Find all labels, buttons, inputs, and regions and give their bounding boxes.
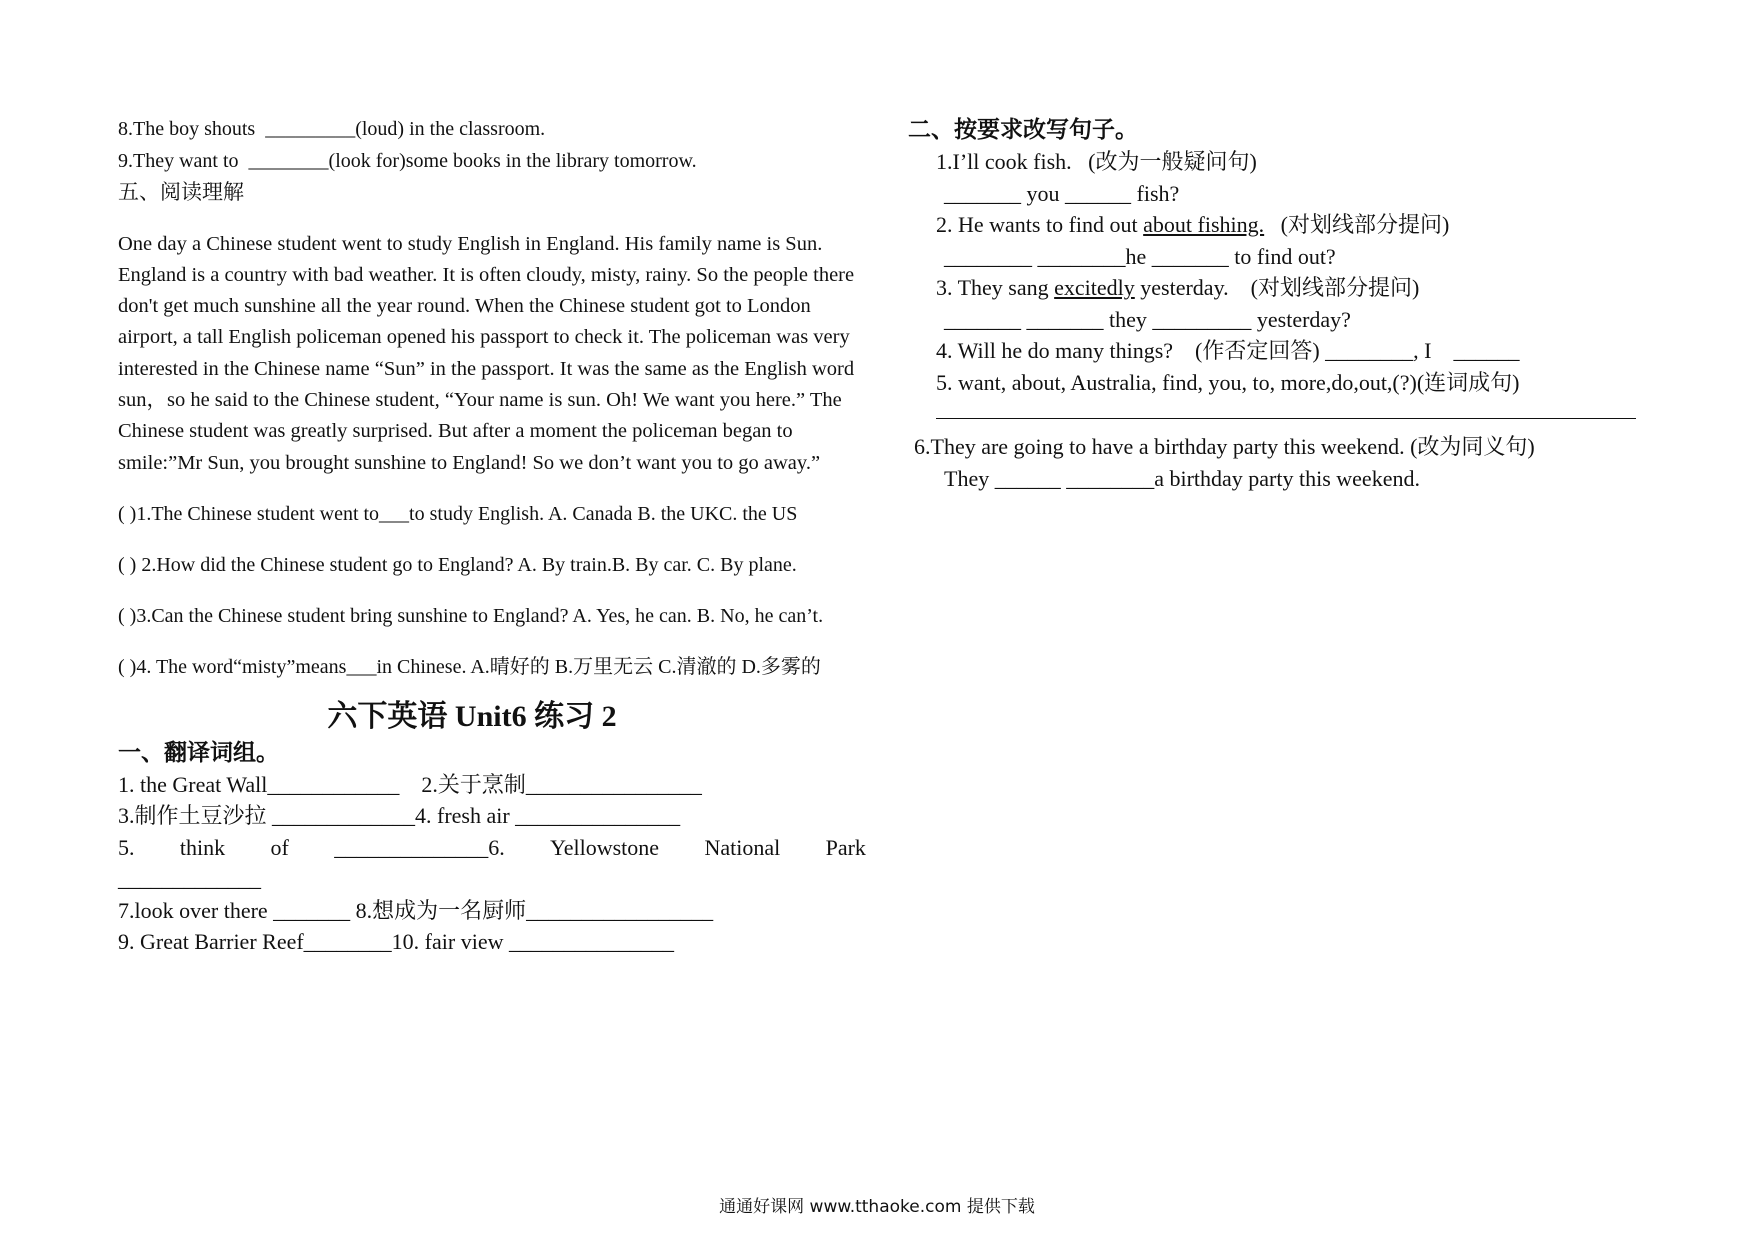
vocab-line-2: 3.制作土豆沙拉 _____________4. fresh air _______________ bbox=[118, 803, 681, 829]
vocab-item-6-start: ______________6. bbox=[334, 834, 505, 860]
vocab-item-6-word-2: National bbox=[704, 834, 781, 860]
reading-question-1: ( )1.The Chinese student went to___to study English. A. Canada B. the UKC. the US bbox=[118, 502, 798, 525]
rewrite-item-5: 5. want, about, Australia, find, you, to, more,do,out,(?)(连词成句) bbox=[936, 369, 1520, 395]
vocab-line-4: 7.look over there _______ 8.想成为一名厨师_________________ bbox=[118, 897, 714, 923]
rewrite-item-3-text: 3. They sang bbox=[936, 275, 1055, 300]
reading-question-3: ( )3.Can the Chinese student bring sunshine to England? A. Yes, he can. B. No, he can’t. bbox=[118, 604, 824, 627]
vocab-item-5-num: 5. bbox=[118, 834, 135, 860]
vocab-line-1: 1. the Great Wall____________ 2.关于烹制________________ bbox=[118, 771, 702, 797]
rewrite-item-3 bbox=[908, 272, 1628, 304]
vocab-item-6-word-1: Yellowstone bbox=[550, 834, 660, 860]
reading-heading: 五、阅读理解 bbox=[118, 180, 244, 204]
vocab-item-5-word-1: think bbox=[179, 834, 226, 860]
rewrite-item-3-instruction: yesterday. (对划线部分提问) bbox=[1134, 275, 1420, 300]
footer-credit: 通通好课网 www.tthaoke.com 提供下载 bbox=[719, 1197, 1035, 1217]
reading-question-2: ( ) 2.How did the Chinese student go to England? A. By train.B. By car. C. By plane. bbox=[118, 553, 797, 576]
vocab-item-6-word-3: Park bbox=[825, 834, 866, 860]
left-column bbox=[118, 114, 866, 958]
rewrite-item-3-answer: _______ _______ they _________ yesterday? bbox=[944, 306, 1351, 332]
section-translate-heading: 一、翻译词组。 bbox=[118, 739, 279, 765]
rewrite-item-2-answer: ________ ________he _______ to find out? bbox=[944, 243, 1336, 269]
rewrite-item-4: 4. Will he do many things? (作否定回答) ________, I ______ bbox=[936, 338, 1520, 363]
rewrite-item-3-underlined: excitedly bbox=[1054, 275, 1135, 300]
rewrite-item-2-underlined: about fishing. bbox=[1143, 212, 1265, 237]
worksheet-title: 六下英语 Unit6 练习 2 bbox=[327, 699, 617, 733]
section-rewrite-heading: 二、按要求改写句子。 bbox=[908, 117, 1138, 142]
vocab-item-5-word-2: of bbox=[270, 834, 289, 860]
rewrite-item-6: 6.They are going to have a birthday party this weekend. (改为同义句) bbox=[914, 434, 1535, 459]
rewrite-item-2-text: 2. He wants to find out bbox=[936, 212, 1144, 237]
rewrite-item-1: 1.I’ll cook fish. (改为一般疑问句) bbox=[936, 149, 1257, 174]
reading-question-4: ( )4. The word“misty”means___in Chinese. A.晴好的 B.万里无云 C.清澈的 D.多雾的 bbox=[118, 655, 821, 678]
vocab-line-3 bbox=[118, 832, 866, 864]
vocab-line-5: 9. Great Barrier Reef________10. fair view _______________ bbox=[118, 929, 674, 955]
exercise-line-8: 8.The boy shouts _________(loud) in the classroom. bbox=[118, 118, 546, 140]
rewrite-item-5-answer-line bbox=[936, 398, 1636, 419]
rewrite-item-1-answer: _______ you ______ fish? bbox=[944, 180, 1180, 206]
right-column bbox=[908, 114, 1628, 494]
rewrite-item-2-instruction: (对划线部分提问) bbox=[1264, 212, 1450, 237]
vocab-line-3-continued: _____________ bbox=[118, 866, 261, 892]
exercise-line-9: 9.They want to ________(look for)some books in the library tomorrow. bbox=[118, 149, 697, 172]
rewrite-item-6-answer: They ______ ________a birthday party this weekend. bbox=[944, 465, 1420, 491]
reading-passage: One day a Chinese student went to study English in England. His family name is Sun. England is a country with bad weather. It is often cloudy, misty, rainy. So the people there don't get much sunshine all the year round. When the Chinese student got to London airport, a tall English policeman opened his passport to check it. The policeman was very interested in the Chinese name “Sun” in the passport. It was the same as the English word sun，so he said to the Chinese student, “Your name is sun. Oh! We want you here.” The Chinese student was greatly surprised. But after a moment the policeman began to smile:”Mr Sun, you brought sunshine to England! So we don’t want you to go away.” bbox=[118, 232, 855, 474]
rewrite-item-2 bbox=[908, 209, 1628, 241]
